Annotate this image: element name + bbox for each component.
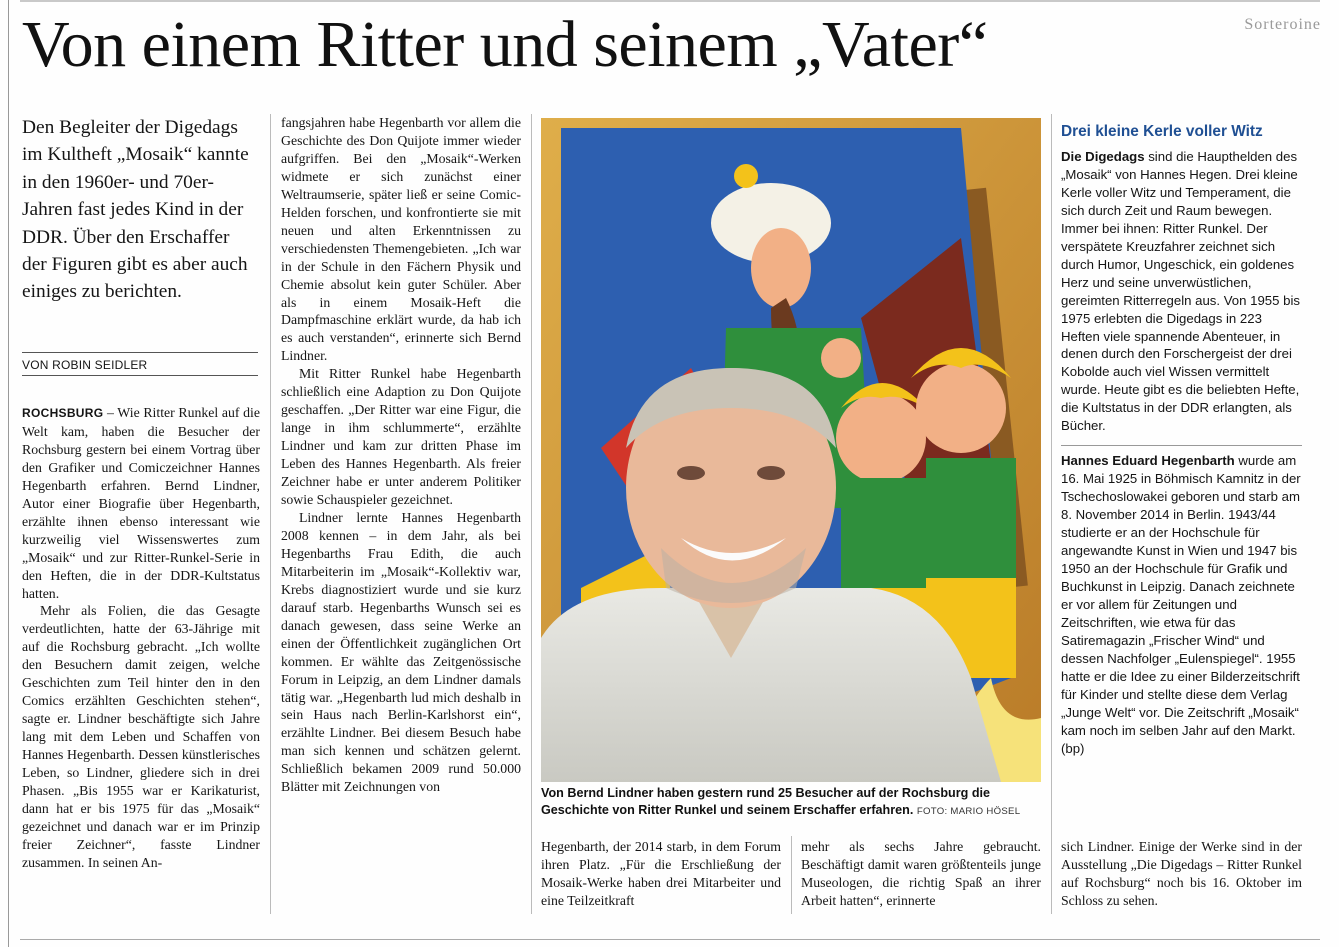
top-rule bbox=[20, 0, 1320, 2]
info-box-title: Drei kleine Kerle voller Witz bbox=[1061, 123, 1263, 140]
article-column-4 bbox=[801, 838, 1041, 910]
photo-credit: FOTO: MARIO HÖSEL bbox=[916, 806, 1021, 817]
column-divider bbox=[531, 114, 532, 914]
article-paragraph: Mehr als Folien, die das Gesagte verdeutlichten, hatte der 63-Jährige mit auf die Rochsburg gebracht. „Ich wollte den Besuchern damit zeigen, welche Geschichten zum Teil hinter den in den Comics erzählten Geschichten stehen“, sagte er. Lindner beschäftigte sich Jahre lang mit dem Leben und Schaffen von Hannes Hegenbarth. Dessen künstlerisches Leben, so Lindner, gliedere sich in drei Phasen. „Bis 1955 war er Karikaturist, dann hat er bis 1975 für das „Mosaik“ gezeichnet und danach war er im Prinzip freier Zeichner“, fasste Lindner zusammen. In seinen An- bbox=[22, 603, 260, 870]
article-paragraph: Hegenbarth, der 2014 starb, in dem Forum ihren Platz. „Für die Erschließung der Mosaik-Werke haben drei Mitarbeiter und eine Teilzeitkraft bbox=[541, 839, 781, 908]
article-paragraph: fangsjahren habe Hegenbarth vor allem die Geschichte des Don Quijote immer wieder aufgriffen. Bei den „Mosaik“-Werken widmete er sich zunächst einer Weltraumserie, später ließ er seine Comic-Helden forschen, und konfrontierte sie mit neuen und alten Erkenntnissen zu verschiedensten Themengebieten. „Ich war in der Schule in den Fächern Physik und Chemie absolut kein guter Schüler. Aber als in einem Mosaik-Heft die Dampfmaschine erklärt wurde, da hab ich es auch verstanden“, erinnerte sich Bernd Lindner. bbox=[281, 115, 521, 364]
headline: Von einem Ritter und seinem „Vater“ bbox=[22, 8, 988, 81]
article-column-5 bbox=[1061, 838, 1302, 910]
info-box-divider bbox=[1061, 445, 1302, 446]
article-paragraph: mehr als sechs Jahre gebraucht. Beschäftigt damit waren größtenteils junge Museologen, die richtig Spaß an ihrer Arbeit hatten“, erinnerte bbox=[801, 839, 1041, 908]
article-paragraph: – Wie Ritter Runkel auf die Welt kam, haben die Besucher der Rochsburg gestern bei einem Vortrag über den Grafiker und Comiczeichner Hannes Hegenbarth erfahren. Bernd Lindner, Autor einer Biografie über Hegenbarth, erzählte ihnen ebenso interessant wie kurzweilig viel Wissenswertes zum „Mosaik“ und zur Ritter-Runkel-Serie in den Heften, die in der DDR-Kultstatus hatten. bbox=[22, 405, 260, 601]
info-lead-digedags: Die Digedags bbox=[1061, 149, 1145, 164]
column-divider bbox=[1051, 114, 1052, 914]
article-column-1 bbox=[22, 404, 260, 872]
info-paragraph: wurde am 16. Mai 1925 in Böhmisch Kamnitz in der Tschechoslowakei geboren und starb am 8. November 2014 in Berlin. 1943/44 studierte er an der Hochschule für angewandte Kunst in Wien und 1947 bis 1950 an der Hochschule für Grafik und Buchkunst in Leipzig. Danach zeichnete er vor allem für Zeitungen und Zeitschriften, wie etwa für das Satiremagazin „Frischer Wind“ und dessen Nachfolger „Eulenspiegel“. 1955 hatte er die Idee zu einer Bilderzeitschrift für Kinder und stellte diese dem Verlag „Junge Welt“ vor. Die Zeitschrift „Mosaik“ kam noch im selben Jahr auf den Markt. (bp) bbox=[1061, 453, 1301, 756]
article-paragraph: Mit Ritter Runkel habe Hegenbarth schließlich eine Adaption zu Don Quijote geschaffen. „Der Ritter war eine Figur, die lange in ihm schlummerte“, erzählte Lindner und kam zur dritten Phase im Leben des Hannes Hegenbarth. Als freier Zeichner habe er unter anderem Politiker sowie Schauspieler gezeichnet. bbox=[281, 366, 521, 508]
info-lead-hegenbarth: Hannes Eduard Hegenbarth bbox=[1061, 453, 1235, 469]
teaser: Den Begleiter der Digedags im Kultheft „Mosaik“ kannte in den 1960er- und 70er-Jahren fast jedes Kind in der DDR. Über den Erschaffer der Figuren gibt es aber auch einiges zu berichten. bbox=[22, 117, 249, 303]
bottom-rule bbox=[20, 939, 1320, 940]
article-paragraph: Lindner lernte Hannes Hegenbarth 2008 kennen – in dem Jahr, als bei Hegenbarths Frau Edith, die auch Mitarbeiterin im „Mosaik“-Kollektiv war, Krebs diagnostiziert wurde und sie kurz darauf starb. Hegenbarths Wunsch sei es danach gewesen, dass seine Werke an einen der Öffentlichkeit zugänglichen Ort kommen. Er wählte das Zeitgenössische Forum in Leipzig, an dem Lindner damals tätig war. „Hegenbarth lud mich deshalb in sein Haus nach Berlin-Karlshorst ein“, erzählte Lindner. Bei diesem Besuch habe man sich kennen und schätzen gelernt. Schließlich bekamen 2009 rund 50.000 Blätter mit Zeichnungen von bbox=[281, 509, 521, 795]
info-paragraph: sind die Haupthelden des „Mosaik“ von Hannes Hegen. Drei kleine Kerle voller Witz und Temperament, die sich durch Zeit und Raum bewegen. Immer bei ihnen: Ritter Runkel. Der verspätete Kreuzfahrer zeichnet sich durch Humor, Ungeschick, ein goldenes Herz und seine unverwüstlichen, gereimten Ritterregeln aus. Von 1955 bis 1975 erlebten die Digedags in 223 Heften viele spannende Abenteuer, in denen durch den Forschergeist der drei Kobolde auch viel Wissen vermittelt wurde. Heute gibt es die beliebten Hefte, die Kultstatus in der DDR erlangten, als Bücher. bbox=[1061, 149, 1300, 434]
page-edge-line bbox=[8, 0, 9, 947]
caption-text: Von Bernd Lindner haben gestern rund 25 Besucher auf der Rochsburg die Geschichte von Ritter Runkel und seinem Erschaffer erfahren. bbox=[541, 786, 991, 817]
article-column-2 bbox=[281, 114, 521, 796]
photo-illustration bbox=[541, 118, 1041, 782]
corner-fragment: Sorteroine bbox=[1244, 16, 1321, 33]
article-paragraph: sich Lindner. Einige der Werke sind in der Ausstellung „Die Digedags – Ritter Runkel auf Rochsburg“ noch bis 16. Oktober im Schloss zu sehen. bbox=[1061, 839, 1302, 908]
man-shirt bbox=[541, 588, 1001, 782]
dateline: ROCHSBURG bbox=[22, 406, 104, 420]
byline: VON ROBIN SEIDLER bbox=[22, 352, 258, 376]
column-divider bbox=[270, 114, 271, 914]
photo bbox=[541, 118, 1041, 782]
article-column-3 bbox=[541, 838, 781, 910]
column-divider bbox=[791, 836, 792, 914]
photo-caption bbox=[541, 785, 1041, 820]
info-box bbox=[1061, 118, 1302, 767]
